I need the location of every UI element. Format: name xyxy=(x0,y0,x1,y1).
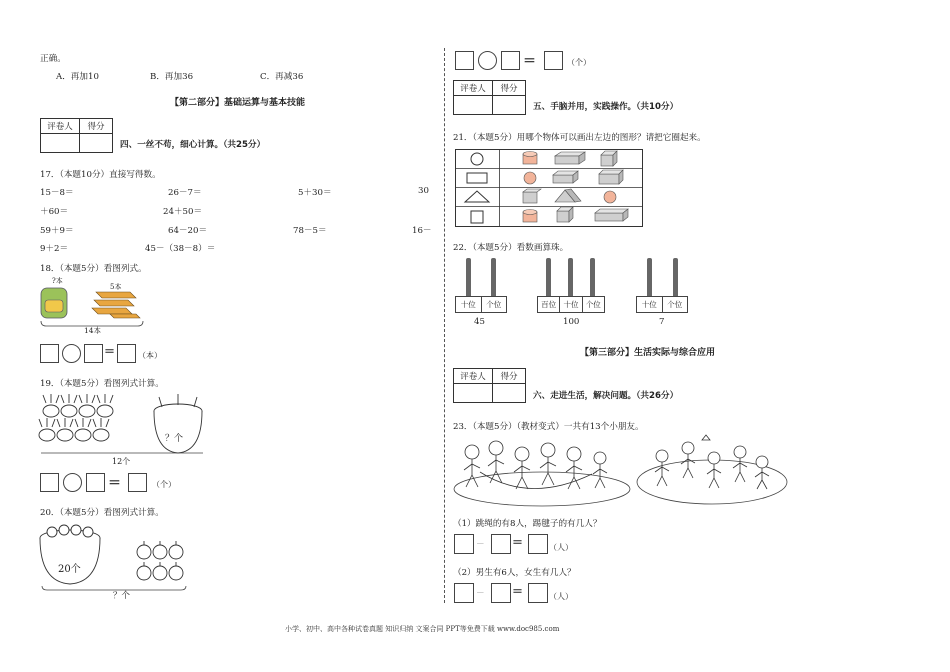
q17-item[interactable]: 59＋9＝ xyxy=(40,226,74,236)
q17-stem: 17．（本题10分）直接写得数。 xyxy=(40,170,161,180)
grader-label: 评卷人 xyxy=(454,369,493,384)
q20-stem: 20．（本题5分）看图列式计算。 xyxy=(40,508,164,518)
footer-text[interactable]: 小学、初中、高中各种试卷真题 知识归纳 文案合同 PPT等免费下载 www.doc985.com xyxy=(285,625,560,633)
abacus-number: 7 xyxy=(659,317,665,327)
equals-sign: ＝ xyxy=(512,536,523,549)
q18-total: 14本 xyxy=(84,326,102,335)
part3-title: 【第三部分】生活实际与综合应用 xyxy=(580,348,716,358)
answer-box[interactable] xyxy=(491,534,511,554)
answer-box[interactable] xyxy=(501,51,520,70)
equals-sign: ＝ xyxy=(104,345,115,358)
q23-stem: 23．（本题5分）（教材变式）一共有13个小朋友。 xyxy=(453,422,644,432)
score-label: 得分 xyxy=(493,81,526,96)
place-label: 十位 xyxy=(560,297,582,312)
section5-title: 五、手脑并用，实践操作。（共10分） xyxy=(533,102,679,112)
equals-sign: ＝ xyxy=(523,54,537,69)
answer-box[interactable] xyxy=(84,344,103,363)
place-label: 个位 xyxy=(667,300,683,309)
q19-total: 12个 xyxy=(112,457,131,466)
answer-box[interactable] xyxy=(528,583,548,603)
section4-title: 四、一丝不苟，细心计算。（共25分） xyxy=(120,140,266,150)
part2-title: 【第二部分】基础运算与基本技能 xyxy=(170,98,306,108)
radish-illustration xyxy=(38,393,203,463)
answer-box[interactable] xyxy=(40,473,59,492)
score-table-right xyxy=(453,80,526,115)
children-playing-illustration xyxy=(450,434,790,509)
rectangle-shape-icon xyxy=(467,173,487,183)
q17-item[interactable]: 15－8＝ xyxy=(40,188,74,198)
grader-label: 评卷人 xyxy=(454,81,493,96)
q17-item[interactable]: 26－7＝ xyxy=(168,188,202,198)
q21-stem: 21．（本题5分）用哪个物体可以画出左边的图形？请把它圈起来。 xyxy=(453,133,706,143)
answer-box[interactable] xyxy=(117,344,136,363)
shuttlecock-icon xyxy=(702,435,710,440)
score-table-right-2 xyxy=(453,368,526,403)
answer-box[interactable] xyxy=(40,344,59,363)
answer-operator-circle[interactable] xyxy=(478,51,497,70)
answer-box[interactable] xyxy=(454,583,474,603)
q18-label-unknown: ?本 xyxy=(52,277,63,285)
grader-cell[interactable] xyxy=(454,384,493,403)
q20-basket-label: 20个 xyxy=(58,564,81,575)
radish-icon xyxy=(43,394,59,417)
basket-icon xyxy=(154,394,202,453)
unit-label: （人） xyxy=(549,543,573,552)
unit-label: （人） xyxy=(549,592,573,601)
q17-item[interactable]: ＋60＝ xyxy=(40,207,69,217)
equals-sign: ＝ xyxy=(512,585,523,598)
column-divider xyxy=(444,48,445,603)
abacus-number: 100 xyxy=(563,317,580,327)
grader-label: 评卷人 xyxy=(41,119,80,134)
minus-sign: － xyxy=(476,540,485,550)
option-c[interactable]: C．再减36 xyxy=(260,72,304,82)
abacus-rod[interactable] xyxy=(546,258,551,298)
q17-item[interactable]: 9＋2＝ xyxy=(40,244,69,254)
score-table-left xyxy=(40,118,113,153)
apple-icon xyxy=(137,541,151,559)
answer-operator-circle[interactable] xyxy=(63,473,82,492)
answer-box[interactable] xyxy=(454,534,474,554)
answer-box[interactable] xyxy=(528,534,548,554)
q17-item[interactable]: 45－（38－8）＝ xyxy=(145,244,216,254)
cube-icon xyxy=(601,151,617,166)
place-label: 个位 xyxy=(585,300,601,309)
section6-title: 六、走进生活，解决问题。（共26分） xyxy=(533,391,679,401)
basket-icon xyxy=(40,525,100,584)
cuboid-icon xyxy=(555,152,585,164)
q17-item[interactable]: 78－5＝ xyxy=(293,226,327,236)
answer-box[interactable] xyxy=(491,583,511,603)
score-cell[interactable] xyxy=(80,134,113,153)
score-label: 得分 xyxy=(80,119,113,134)
q17-item[interactable]: 64－20＝ xyxy=(168,226,208,236)
q17-item[interactable]: 5＋30＝ xyxy=(298,188,332,198)
abacus-base xyxy=(636,296,688,313)
q22-stem: 22．（本题5分）看数画算珠。 xyxy=(453,243,569,253)
abacus-base xyxy=(455,296,507,313)
unit-label: （个） xyxy=(567,58,591,67)
q17-item[interactable]: 30 xyxy=(418,186,429,196)
minus-sign: － xyxy=(476,589,485,599)
option-a[interactable]: A．再加10 xyxy=(56,72,99,82)
place-label: 个位 xyxy=(486,300,502,309)
q18-stem: 18．（本题5分）看图列式。 xyxy=(40,264,147,274)
q19-stem: 19．（本题5分）看图列式计算。 xyxy=(40,379,164,389)
place-label: 十位 xyxy=(456,297,482,312)
shape-matching-table xyxy=(455,149,643,227)
score-cell[interactable] xyxy=(493,96,526,115)
abacus-rod[interactable] xyxy=(673,258,678,298)
abacus-base xyxy=(537,296,605,313)
answer-box[interactable] xyxy=(86,473,105,492)
abacus-rod[interactable] xyxy=(590,258,595,298)
q18-label-five: 5本 xyxy=(110,283,122,291)
q17-item[interactable]: 16－ xyxy=(412,226,432,236)
equals-sign: ＝ xyxy=(108,476,122,491)
abacus-rod[interactable] xyxy=(568,258,573,298)
answer-box[interactable] xyxy=(128,473,147,492)
q20-total: ？个 xyxy=(113,591,131,601)
place-label: 百位 xyxy=(538,297,560,312)
answer-operator-circle[interactable] xyxy=(62,344,81,363)
answer-box[interactable] xyxy=(544,51,563,70)
score-label: 得分 xyxy=(493,369,526,384)
q17-item[interactable]: 24＋50＝ xyxy=(163,207,203,217)
grader-cell[interactable] xyxy=(41,134,80,153)
unit-label: （本） xyxy=(138,351,162,360)
score-cell[interactable] xyxy=(493,384,526,403)
cylinder-icon xyxy=(523,152,537,165)
answer-box[interactable] xyxy=(455,51,474,70)
sphere-icon xyxy=(524,172,536,184)
abacus-number: 45 xyxy=(474,317,485,327)
q23-sub2: （2）男生有6人，女生有几人？ xyxy=(453,568,576,578)
place-label: 十位 xyxy=(637,297,663,312)
unit-label: （个） xyxy=(152,480,176,489)
abacus-rod[interactable] xyxy=(466,258,471,298)
q19-basket-label: ？个 xyxy=(165,434,184,444)
option-b[interactable]: B．再加36 xyxy=(150,72,194,82)
q23-sub1: （1）跳绳的有8人，踢毽子的有几人？ xyxy=(453,519,602,529)
prev-question-tail: 正确。 xyxy=(40,54,66,64)
grader-cell[interactable] xyxy=(454,96,493,115)
circle-shape-icon xyxy=(471,153,483,165)
books-icon xyxy=(92,292,140,318)
square-shape-icon xyxy=(471,211,483,223)
abacus-rod[interactable] xyxy=(647,258,652,298)
abacus-rod[interactable] xyxy=(491,258,496,298)
